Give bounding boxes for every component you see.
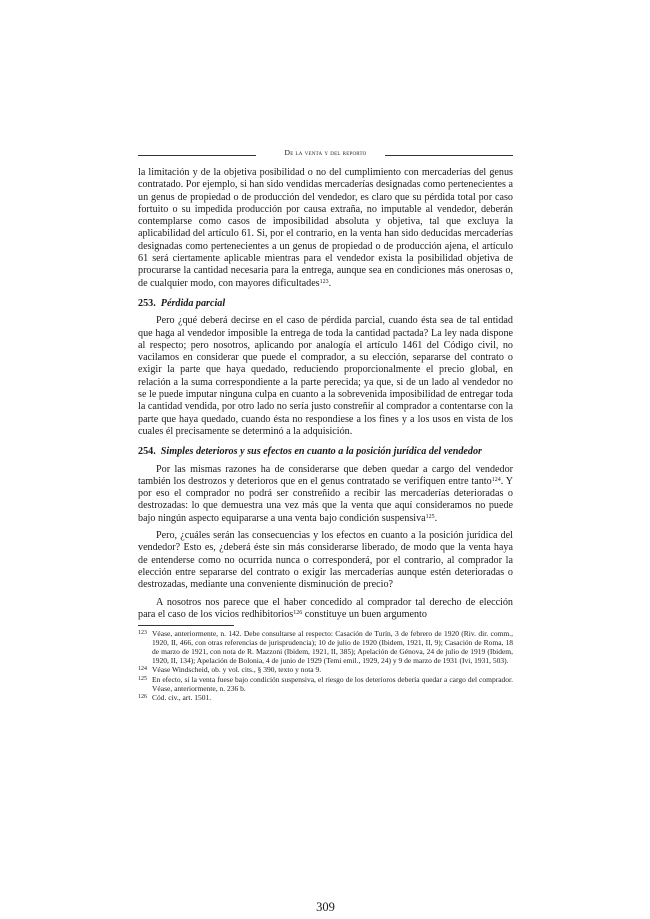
footnote-text: Cód. civ., art. 1501. bbox=[152, 692, 212, 702]
footnote-number: 126 bbox=[138, 693, 147, 700]
paragraph-254-a-part1: Por las mismas razones ha de considerarse que deben quedar a cargo del vendedor también los destrozos y deterioros que en el genus contratado se verifiquen entre tanto bbox=[138, 463, 513, 487]
paragraph-254-a: Por las mismas razones ha de considerarse que deben quedar a cargo del vendedor también los destrozos y deterioros que en el genus contratado se verifiquen entre tanto$^{124}$. Y por eso el comprador no podrá ser constreñido a recibir las mercaderías deterioradas o destrozadas: lo que demuestra una vez más que la venta que aquí consideramos no puede bajo ningún aspecto equipararse a una venta bajo condición suspensiva$^{125}$. bbox=[138, 463, 514, 524]
footnote-number: 123 bbox=[138, 630, 147, 637]
footnote-number: 125 bbox=[138, 675, 147, 682]
section-253-number: 253. bbox=[138, 297, 156, 309]
paragraph-254-c-part1: A nosotros nos parece que el haber concedido al comprador tal derecho de elección para el caso de los vicios redhibitorios bbox=[138, 596, 513, 620]
footnote-separator bbox=[138, 625, 234, 626]
page bbox=[138, 148, 514, 914]
footnote-ref-126[interactable]: 126 bbox=[293, 609, 303, 616]
section-253-title: Pérdida parcial bbox=[160, 297, 226, 309]
paragraph-254-b: Pero, ¿cuáles serán las consecuencias y los efectos en cuanto a la posición jurídica del vendedor? Esto es, ¿deberá éste sin más considerarse liberado, de modo que la venta haya de entenderse como no ocurrida nunca o corresponderá, por el contrario, al comprador la elección entre separarse del contrato o exigir las mercaderías aunque estén deterioradas o destrozadas, mediante una conveniente disminución de precio? bbox=[138, 530, 513, 591]
paragraph-254-c bbox=[138, 597, 513, 622]
paragraph-253: Pero ¿qué deberá decirse en el caso de pérdida parcial, cuando ésta sea de tal entidad que haga al vendedor imposible la entrega de toda la cantidad pactada? La ley nada dispone al respecto; pero nosotros, aplicando por analogía el artículo 1461 del Código civil, no vacilamos en considerar que puede el comprador, a su elección, separarse del contrato o exigir la parte que haya quedado, reduciendo proporcionalmente el precio global, en relación a la suma correspondiente a la parte perecida; ya que, si de un lado al vendedor no se le puede imputar ninguna culpa en cuanto a la sobrevenida imposibilidad de entregar toda la cantidad vendida, por otro lado no sería justo constreñir al comprador a contentarse con la parte que haya quedado, cuando ésta no respondiese a los fines y a los usos en vista de los cuales él precisamente se determinó a la adquisición. bbox=[138, 315, 513, 437]
paragraph-intro: la limitación y de la objetiva posibilidad o no del cumplimiento con mercaderías del genus contratado. Por ejemplo, si han sido vendidas mercaderías designadas como pertenecientes a un genus de propiedad o de producción del vendedor, es claro que su pérdida total por caso fortuito o su impedida producción por causa extraña, no imputable al vendedor, deberán contemplarse como casos de imposibilidad absoluta y objetiva, tal que excluya la aplicabilidad del artículo 61. Si, por el contrario, en la venta han sido deducidas mercaderías designadas como pertenecientes a un genus de propiedad o de producción ajena, el artículo 61 será ciertamente aplicable mientras para el vendedor exista la posibilidad objetiva de procurarse la cantidad necesaria para la entrega, aunque sea en condiciones más onerosas o, de cualquier modo, con mayores dificultades$^{123}$. bbox=[138, 167, 513, 289]
paragraph-254-a-part2: . Y por eso el comprador no podrá ser constreñido a recibir las mercaderías deterioradas o destrozadas: lo que demuestra una vez más que la venta que aquí consideramos no puede bajo ningún aspecto equipararse a una venta bajo condición suspensiva bbox=[138, 475, 514, 524]
footnote-text: Véase Windscheid, ob. y vol. cits., § 390, texto y nota 9. bbox=[152, 665, 322, 675]
running-head-text: De la venta y del reporto bbox=[281, 148, 371, 157]
footnote-ref-124[interactable]: 124 bbox=[491, 476, 501, 483]
section-254-number: 254. bbox=[138, 446, 156, 458]
footnote-ref-125[interactable]: 125 bbox=[425, 513, 435, 520]
section-253-heading bbox=[138, 298, 513, 310]
paragraph-intro-text: la limitación y de la objetiva posibilidad o no del cumplimiento con mercaderías del genus contratado. Por ejemplo, si han sido vendidas mercaderías designadas como pertenecientes a un genus de propiedad o de producción del vendedor, es claro que su pérdida total por caso fortuito o su impedida producción por causa extraña, no imputable al vendedor, deberán contemplarse como casos de imposibilidad absoluta y objetiva, tal que excluya la aplicabilidad del artículo 61. Si, por el contrario, en la venta han sido deducidas mercaderías designadas como pertenecientes a un genus de propiedad o de producción ajena, el artículo 61 será ciertamente aplicable mientras para el vendedor exista la posibilidad objetiva de procurarse la cantidad necesaria para la entrega, aunque sea en condiciones más onerosas o, de cualquier modo, con mayores dificultades bbox=[138, 167, 513, 289]
section-254-title: Simples deterioros y sus efectos en cuanto a la posición jurídica del vendedor bbox=[160, 446, 482, 458]
footnote-text: Véase, anteriormente, n. 142. Debe consultarse al respecto: Casación de Turín, 3 de febrero de 1920 (Riv. dir. comm., 1920, II, 466, con otras referencias de jurisprudencia); 10 de julio de 1920 (Ibidem, 1921, II, 9); Casación de Roma, 18 de marzo de 1921, con nota de R. Mazzoni (Ibidem, 1921, II, 385); Apelación de Génova, 24 de julio de 1919 (Ibidem, 1920, II, 134); Apelación de Bolonia, 4 de junio de 1929 (Temi emil., 1929, 24) y 9 de marzo de 1931 (Ivi, 1931, 503). bbox=[152, 629, 513, 666]
footnote-123 bbox=[138, 629, 513, 665]
body-text bbox=[138, 167, 513, 621]
footnote-126 bbox=[138, 693, 513, 702]
running-head bbox=[138, 148, 513, 162]
section-254-heading bbox=[138, 446, 513, 458]
paragraph-254-c-part2: constituye un buen argumento bbox=[302, 608, 427, 620]
footnote-125 bbox=[138, 675, 513, 693]
footnotes bbox=[138, 629, 513, 702]
running-head-rule-left bbox=[138, 155, 256, 156]
footnote-124 bbox=[138, 665, 513, 674]
footnote-text: En efecto, si la venta fuese bajo condición suspensiva, el riesgo de los deterioros debería quedar a cargo del comprador. Véase, anteriormente, n. 236 b. bbox=[152, 674, 513, 693]
page-number: 309 bbox=[316, 900, 335, 914]
running-head-rule-right bbox=[385, 155, 513, 156]
footnote-number: 124 bbox=[138, 666, 147, 673]
footnote-ref-123[interactable]: 123 bbox=[319, 278, 329, 285]
